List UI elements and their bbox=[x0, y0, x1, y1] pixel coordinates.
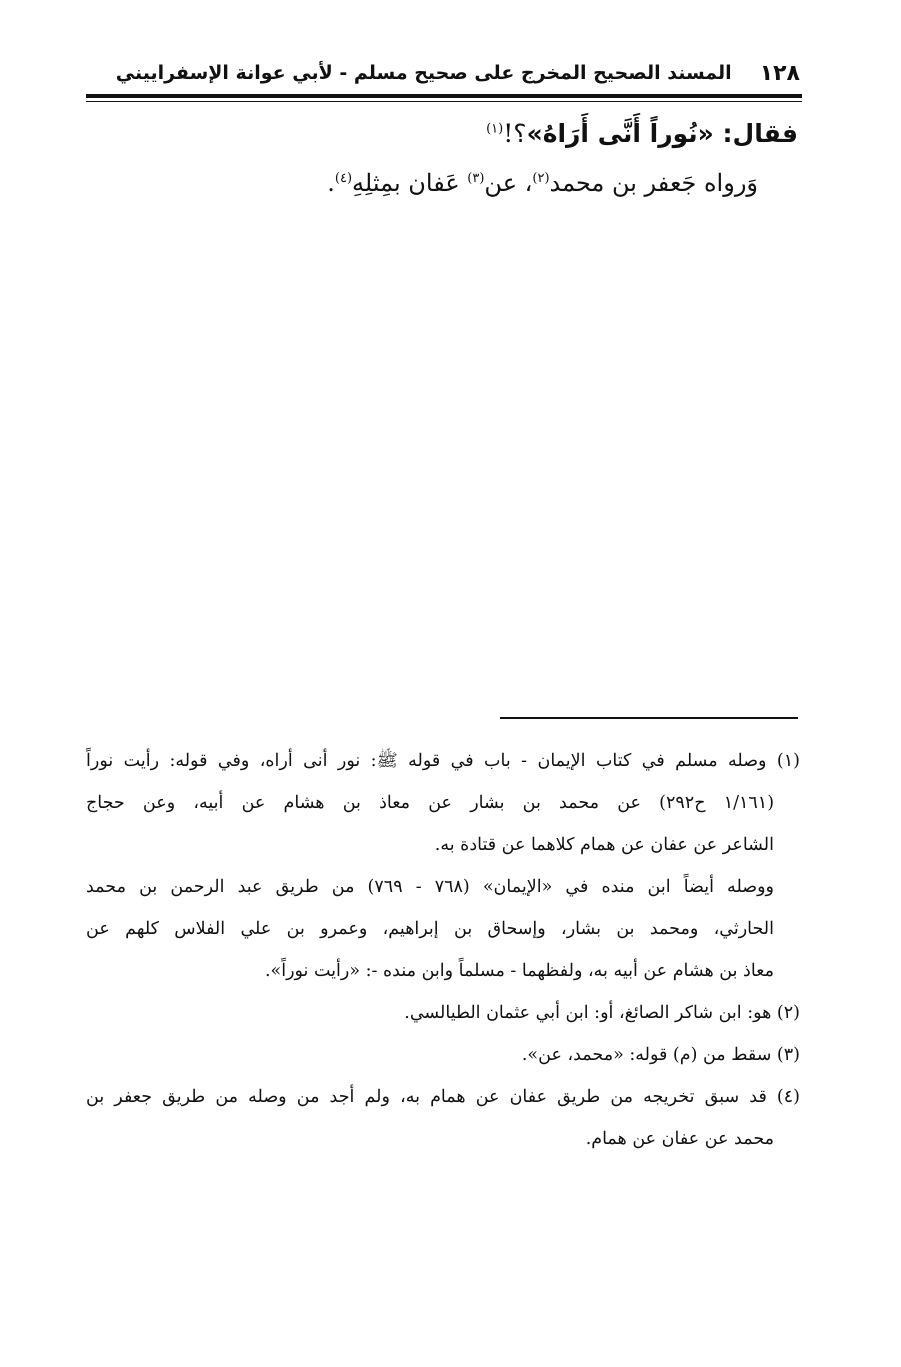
narration-part-c: عَفان بمِثلِهِ bbox=[352, 169, 468, 197]
footnote-1-line-6: معاذ بن هشام عن أبيه به، ولفظهما - مسلماً وابن منده -: «رأيت نوراً». bbox=[264, 961, 774, 981]
footnote-3: (٣) سقط من (م) قوله: «محمد، عن». bbox=[521, 1045, 800, 1065]
narration-part-a: وَرواه جَعفر بن محمد bbox=[549, 169, 758, 197]
page-number: ١٢٨ bbox=[759, 60, 800, 86]
footnote-ref-1: (١) bbox=[486, 121, 504, 137]
footnote-2: (٢) هو: ابن شاكر الصائغ، أو: ابن أبي عثمان الطيالسي. bbox=[404, 1003, 800, 1023]
footnote-4-line-1: (٤) قد سبق تخريجه من طريق عفان عن همام به، ولم أجد من وصله من طريق جعفر بن bbox=[86, 1087, 800, 1107]
punctuation: ؟! bbox=[503, 119, 527, 148]
footnote-ref-4: (٤) bbox=[334, 171, 353, 186]
lead-word: فقال: bbox=[713, 119, 798, 148]
header-rule-thick bbox=[86, 94, 802, 98]
footnote-separator bbox=[500, 717, 798, 719]
footnote-1-line-2: (١/١٦١ ح٢٩٢) عن محمد بن بشار عن معاذ بن هشام عن أبيه، وعن حجاج bbox=[86, 793, 775, 813]
footnote-ref-3: (٣) bbox=[467, 171, 485, 186]
footnote-1-line-4: ووصله أيضاً ابن منده في «الإيمان» (٧٦٨ - ٧٦٩) من طريق عبد الرحمن بن محمد bbox=[86, 877, 774, 897]
footnote-1-line-5: الحارثي، ومحمد بن بشار، وإسحاق بن إبراهيم، وعمرو بن علي الفلاس كلهم عن bbox=[86, 919, 774, 939]
footnote-4-line-2: محمد عن عفان عن همام. bbox=[585, 1129, 774, 1149]
footnote-1-line-1: (١) وصله مسلم في كتاب الإيمان - باب في قوله ﷺ: نور أنى أراه، وفي قوله: رأيت نوراً bbox=[86, 751, 800, 771]
main-text bbox=[150, 114, 798, 204]
quoted-hadith: «نُوراً أَنَّى أَرَاهُ» bbox=[526, 119, 714, 148]
footnotes bbox=[86, 740, 800, 1160]
main-line-2 bbox=[150, 162, 798, 204]
running-title: المسند الصحيح المخرج على صحيح مسلم - لأبي عوانة الإسفراييني bbox=[115, 62, 732, 84]
footnote-1-line-3: الشاعر عن عفان عن همام كلاهما عن قتادة به. bbox=[434, 835, 774, 855]
narration-end: . bbox=[327, 169, 335, 197]
footnote-ref-2: (٢) bbox=[532, 171, 550, 186]
narration-part-b: ، عن bbox=[484, 169, 533, 197]
header-rule-thin bbox=[86, 101, 802, 102]
page-header bbox=[90, 52, 800, 94]
main-line-1 bbox=[150, 114, 798, 154]
